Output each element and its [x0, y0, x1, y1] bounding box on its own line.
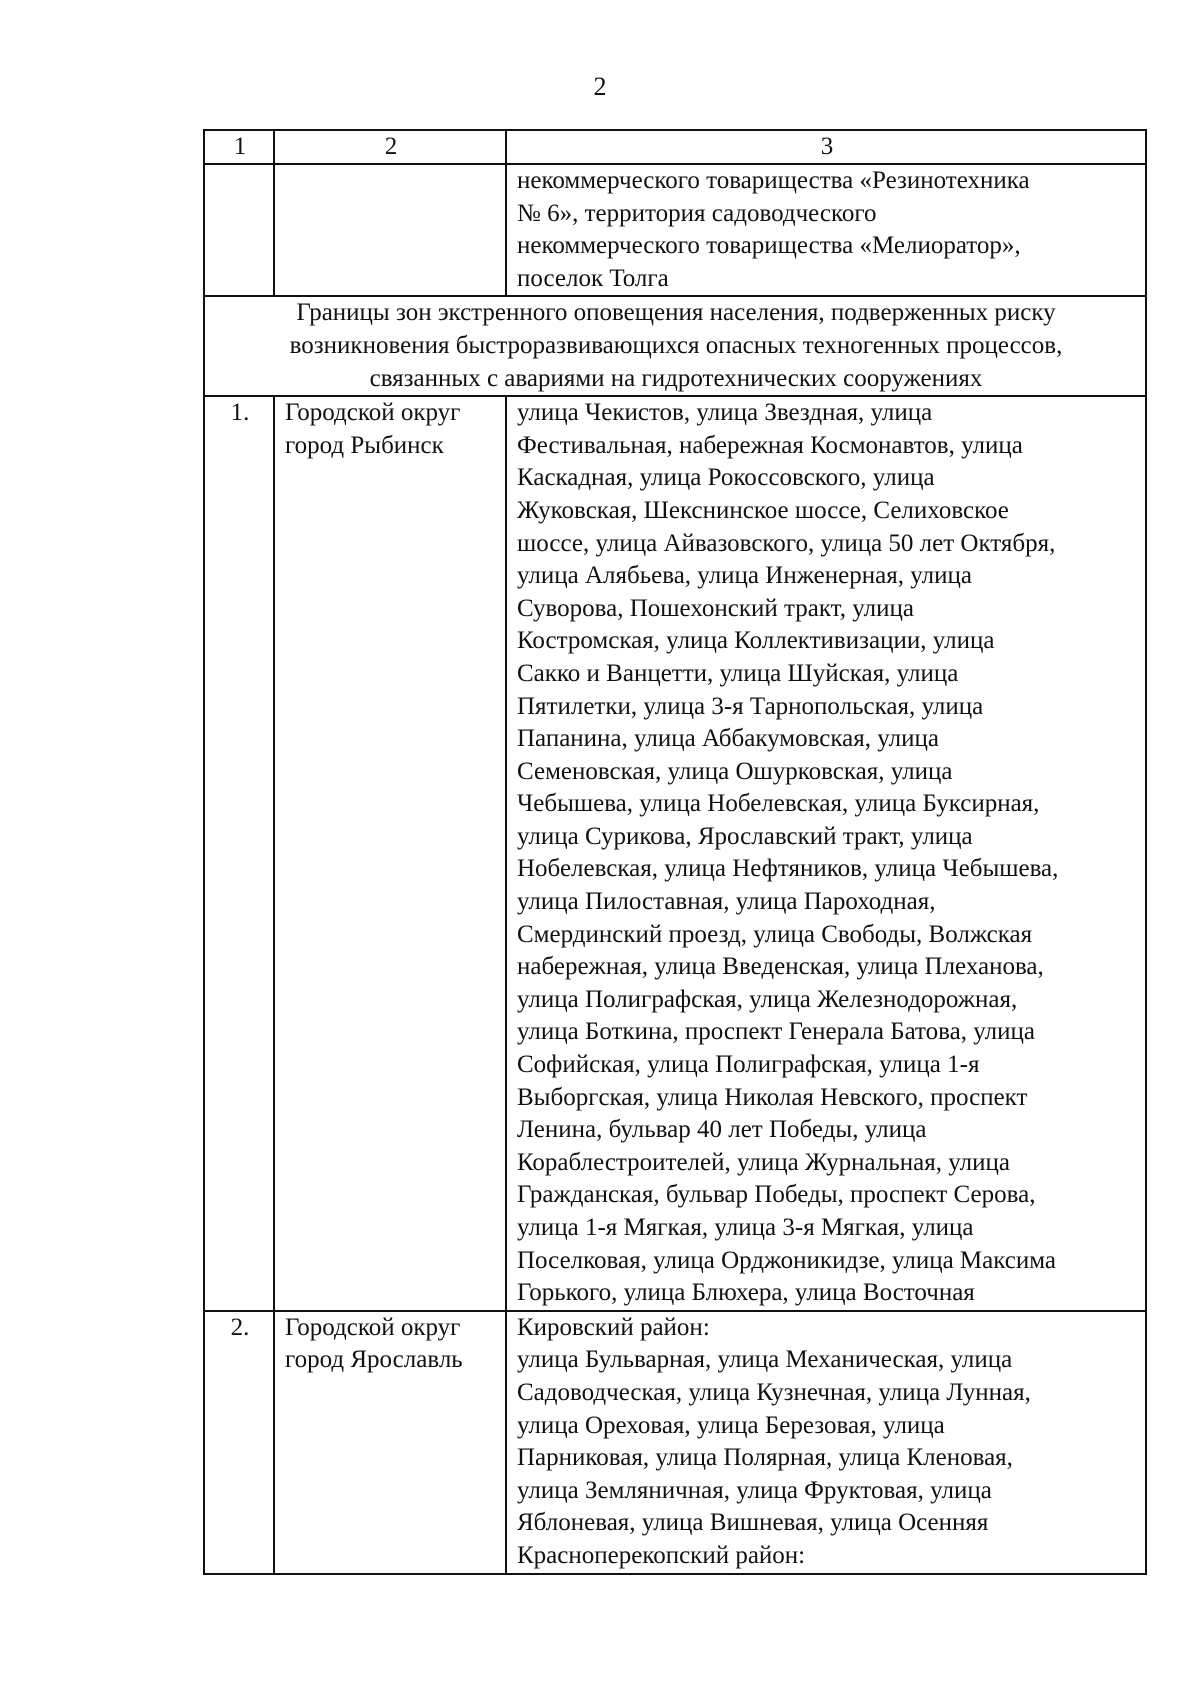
street-line: Смердинский проезд, улица Свободы, Волжская — [517, 920, 1033, 948]
street-line: Сакко и Ванцетти, улица Шуйская, улица — [517, 659, 959, 687]
column-number-1: 1 — [204, 130, 274, 164]
continuation-district-cell — [274, 164, 506, 296]
text-line: поселок Толга — [517, 264, 669, 292]
row-number: 1. — [204, 396, 274, 1311]
street-line: Кировский район: — [517, 1313, 710, 1341]
district-line: город Ярославль — [285, 1346, 463, 1374]
district-line: Городской округ — [285, 1313, 461, 1341]
street-line: Нобелевская, улица Нефтяников, улица Чебышева, — [517, 855, 1059, 883]
district-line: Городской округ — [285, 399, 461, 427]
table-row-yaroslavl — [204, 1311, 1146, 1574]
heading-line: Границы зон экстренного оповещения населения, подверженных риску — [296, 299, 1056, 327]
street-line: Чебышева, улица Нобелевская, улица Буксирная, — [517, 790, 1040, 818]
street-line: Горького, улица Блюхера, улица Восточная — [517, 1279, 975, 1307]
street-line: Кораблестроителей, улица Журнальная, улица — [517, 1148, 1010, 1176]
page-number: 2 — [593, 72, 607, 101]
street-line: улица Алябьева, улица Инженерная, улица — [517, 562, 972, 590]
street-line: Садоводческая, улица Кузнечная, улица Лунная, — [517, 1378, 1031, 1406]
table-row-rybinsk — [204, 396, 1146, 1311]
section-heading-row — [204, 296, 1146, 396]
street-line: улица Пилоставная, улица Пароходная, — [517, 888, 936, 916]
table-header-row — [204, 130, 1146, 164]
district-cell — [274, 1311, 506, 1574]
street-line: Каскадная, улица Рокоссовского, улица — [517, 464, 935, 492]
district-cell — [274, 396, 506, 1311]
street-line: Гражданская, бульвар Победы, проспект Серова, — [517, 1181, 1036, 1209]
street-line: набережная, улица Введенская, улица Плеханова, — [517, 953, 1044, 981]
street-line: улица Боткина, проспект Генерала Батова, улица — [517, 1018, 1035, 1046]
street-line: Суворова, Пошехонский тракт, улица — [517, 594, 914, 622]
section-heading — [204, 296, 1146, 396]
street-line: улица Полиграфская, улица Железнодорожная, — [517, 985, 1018, 1013]
street-line: Фестивальная, набережная Космонавтов, улица — [517, 431, 1023, 459]
heading-line: связанных с авариями на гидротехнических сооружениях — [369, 364, 983, 392]
street-line: Папанина, улица Аббакумовская, улица — [517, 725, 939, 753]
heading-line: возникновения быстроразвивающихся опасных техногенных процессов, — [289, 331, 1063, 359]
streets-cell — [506, 1311, 1146, 1574]
text-line: некоммерческого товарищества «Резинотехника — [517, 167, 1030, 194]
continuation-number-cell — [204, 164, 274, 296]
street-line: Парниковая, улица Полярная, улица Кленовая, — [517, 1444, 1013, 1472]
row-number: 2. — [204, 1311, 274, 1574]
street-line: Ленина, бульвар 40 лет Победы, улица — [517, 1116, 927, 1144]
street-line: улица Сурикова, Ярославский тракт, улица — [517, 822, 973, 850]
street-line: улица Бульварная, улица Механическая, улица — [517, 1346, 1013, 1374]
text-line: № 6», территория садоводческого — [517, 199, 877, 227]
street-line: Семеновская, улица Ошурковская, улица — [517, 757, 953, 785]
street-line: Выборгская, улица Николая Невского, проспект — [517, 1083, 1028, 1111]
street-line: Софийская, улица Полиграфская, улица 1-я — [517, 1051, 980, 1079]
continuation-row — [204, 164, 1146, 296]
district-line: город Рыбинск — [285, 431, 444, 459]
street-line: Поселковая, улица Орджоникидзе, улица Максима — [517, 1246, 1057, 1274]
column-number-3: 3 — [506, 130, 1146, 164]
streets-cell — [506, 396, 1146, 1311]
street-line: Костромская, улица Коллективизации, улица — [517, 627, 995, 655]
street-line: Пятилетки, улица 3-я Тарнопольская, улица — [517, 692, 984, 720]
street-line: улица 1-я Мягкая, улица 3-я Мягкая, улица — [517, 1214, 974, 1241]
street-line: Жуковская, Шекснинское шоссе, Селиховское — [517, 496, 1009, 524]
street-line: улица Земляничная, улица Фруктовая, улица — [517, 1476, 992, 1504]
street-line: Яблоневая, улица Вишневая, улица Осенняя — [517, 1509, 989, 1537]
column-number-2: 2 — [274, 130, 506, 164]
street-line: улица Чекистов, улица Звездная, улица — [517, 399, 933, 427]
street-line: улица Ореховая, улица Березовая, улица — [517, 1411, 945, 1439]
street-line: Красноперекопский район: — [517, 1541, 806, 1569]
text-line: некоммерческого товарищества «Мелиоратор», — [517, 232, 1021, 260]
zones-table — [203, 129, 1147, 1575]
continuation-text-cell — [506, 164, 1146, 296]
street-line: шоссе, улица Айвазовского, улица 50 лет Октября, — [517, 529, 1056, 557]
